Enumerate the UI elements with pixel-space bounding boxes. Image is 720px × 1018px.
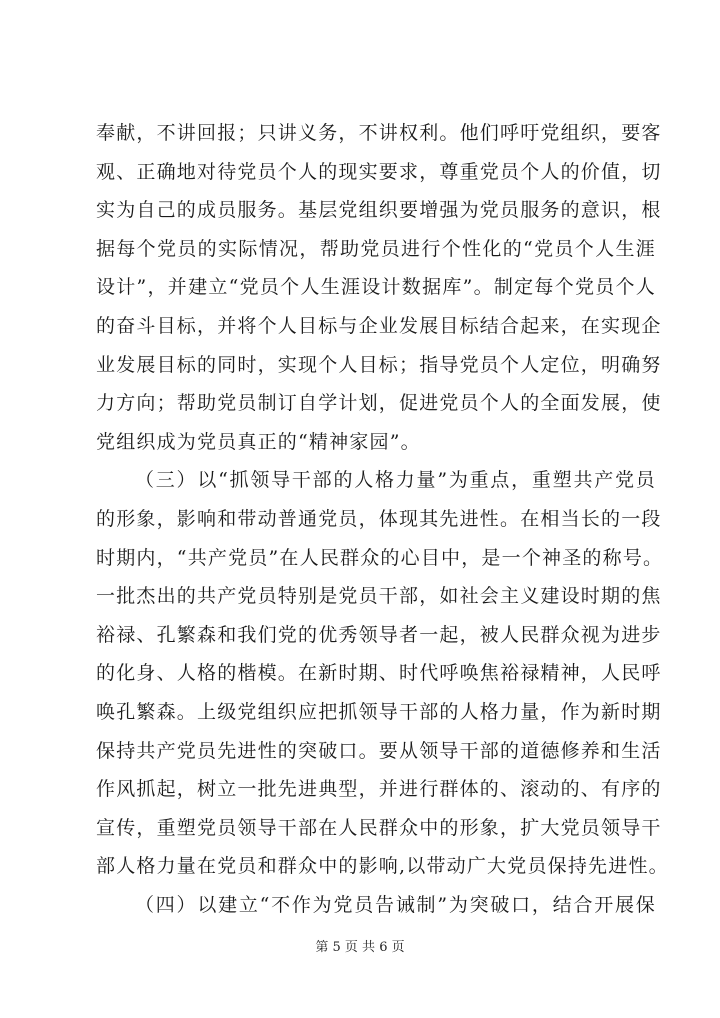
body-text-line: 一批杰出的共产党员特别是党员干部，如社会主义建设时期的焦: [96, 585, 662, 608]
body-text-line: 裕禄、孔繁森和我们党的优秀领导者一起，被人民群众视为进步: [96, 623, 662, 646]
body-text-line: 部人格力量在党员和群众中的影响,以带动广大党员保持先进性。: [96, 855, 669, 878]
page-footer: 第 5 页 共 6 页: [315, 940, 405, 955]
body-text-line: 设计”，并建立“党员个人生涯设计数据库”。制定每个党员个人: [96, 276, 656, 299]
body-text-line: 保持共产党员先进性的突破口。要从领导干部的道德修养和生活: [96, 739, 662, 762]
body-text-line: 的形象，影响和带动普通党员，体现其先进性。在相当长的一段: [96, 508, 662, 530]
body-text-line: 的奋斗目标，并将个人目标与企业发展目标结合起来，在实现企: [96, 315, 662, 337]
body-text-line: 的化身、人格的楷模。在新时期、时代呼唤焦裕禄精神，人民呼: [96, 662, 662, 685]
body-text-line: 力方向；帮助党员制订自学计划，促进党员个人的全面发展，使: [96, 392, 662, 415]
body-text-line: 时期内，“共产党员”在人民群众的心目中，是一个神圣的称号。: [96, 546, 664, 569]
body-text-line: 据每个党员的实际情况，帮助党员进行个性化的“党员个人生涯: [96, 237, 656, 260]
paragraph-heading-line: （四）以建立“不作为党员告诫制”为突破口，结合开展保: [135, 894, 656, 916]
body-text-line: 实为自己的成员服务。基层党组织要增强为党员服务的意识，根: [96, 199, 662, 222]
body-text-line: 宣传，重塑党员领导干部在人民群众中的形象，扩大党员领导干: [96, 816, 662, 839]
body-text-line: 观、正确地对待党员个人的现实要求，尊重党员个人的价值，切: [96, 160, 662, 183]
body-text-line: 唤孔繁森。上级党组织应把抓领导干部的人格力量，作为新时期: [96, 701, 662, 723]
paragraph-end-line: 党组织成为党员真正的“精神家园”。: [96, 430, 421, 453]
body-text-line: 奉献，不讲回报；只讲义务，不讲权利。他们呼吁党组织，要客: [96, 122, 662, 144]
body-text-line: 作风抓起，树立一批先进典型，并进行群体的、滚动的、有序的: [96, 778, 662, 801]
body-text-line: 业发展目标的同时，实现个人目标；指导党员个人定位，明确努: [96, 353, 662, 376]
paragraph-heading-line: （三）以“抓领导干部的人格力量”为重点，重塑共产党员: [135, 469, 656, 492]
